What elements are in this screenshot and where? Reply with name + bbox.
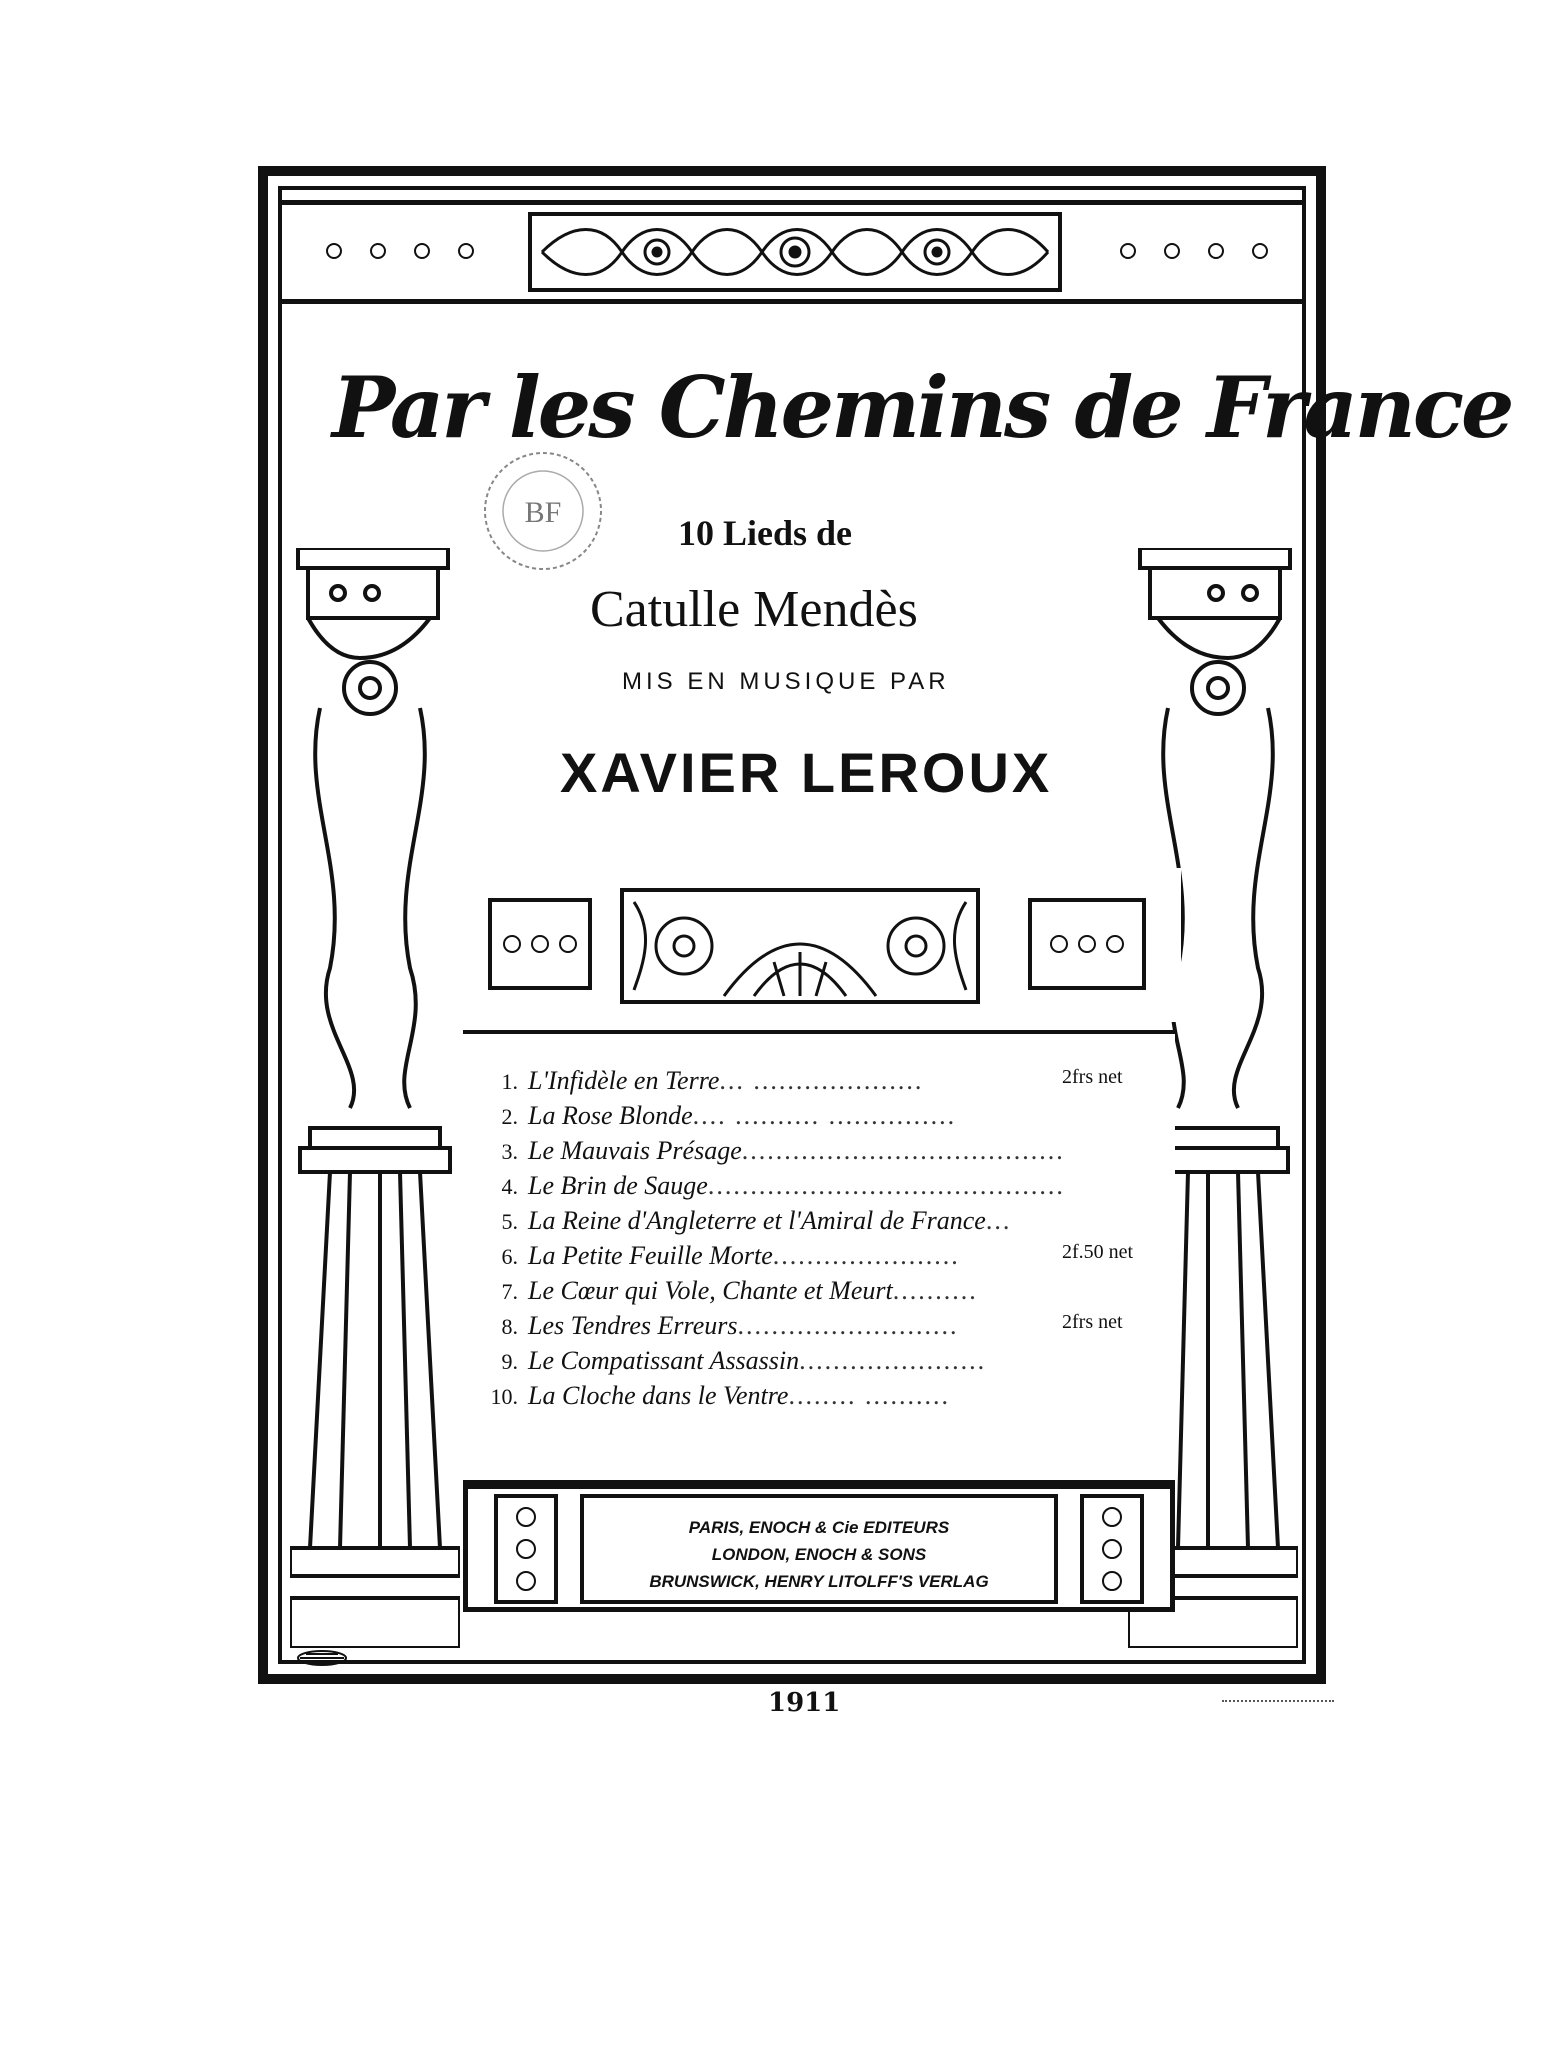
song-number: 6. xyxy=(501,1244,518,1269)
song-price: 2frs net xyxy=(1062,1066,1123,1088)
leader-dots: ...................................... xyxy=(741,1136,1065,1165)
svg-text:BF: BF xyxy=(524,496,562,529)
leader-dots: .......................... xyxy=(737,1311,959,1340)
publication-year: 1911 xyxy=(768,1688,841,1718)
publisher-info-box xyxy=(580,1494,1058,1604)
leader-dots: .......................................... xyxy=(707,1171,1065,1200)
list-item xyxy=(482,1171,1065,1205)
song-number: 4. xyxy=(501,1174,518,1199)
mid-right-dots-box xyxy=(1028,898,1146,990)
song-title: La Petite Feuille Morte xyxy=(528,1241,773,1270)
song-title: La Rose Blonde xyxy=(528,1101,693,1130)
list-item xyxy=(482,1381,950,1415)
list-item xyxy=(482,1101,956,1135)
song-number: 8. xyxy=(501,1314,518,1339)
publisher-left-dots xyxy=(494,1494,558,1604)
mis-en-musique-label: MIS EN MUSIQUE PAR xyxy=(622,668,950,695)
song-title: Le Brin de Sauge xyxy=(528,1171,708,1200)
list-item xyxy=(482,1276,978,1310)
mid-left-dots-box xyxy=(488,898,592,990)
list-item xyxy=(482,1311,1123,1345)
song-title: Le Compatissant Assassin xyxy=(528,1346,800,1375)
song-title: Le Mauvais Présage xyxy=(528,1136,742,1165)
subtitle: 10 Lieds de xyxy=(678,513,853,553)
composer-name: XAVIER LEROUX xyxy=(560,741,1053,804)
song-title: L'Infidèle en Terre xyxy=(528,1066,720,1095)
top-left-dots xyxy=(300,236,500,266)
leader-dots: ........ .......... xyxy=(788,1381,950,1410)
song-title: Les Tendres Erreurs xyxy=(528,1311,738,1340)
floral-frieze-icon xyxy=(532,216,1058,288)
leader-dots: ... xyxy=(985,1206,1012,1235)
song-price: 2f.50 net xyxy=(1062,1241,1134,1263)
list-item xyxy=(482,1066,1123,1100)
song-number: 2. xyxy=(501,1104,518,1129)
song-number: 9. xyxy=(501,1349,518,1374)
song-number: 5. xyxy=(501,1209,518,1234)
song-number: 10. xyxy=(490,1384,518,1409)
leader-dots: ... .................... xyxy=(719,1066,924,1095)
song-number: 7. xyxy=(501,1279,518,1304)
list-item xyxy=(482,1136,1065,1170)
floral-arch-icon xyxy=(624,892,976,1000)
publisher-right-dots xyxy=(1080,1494,1144,1604)
song-title: Le Cœur qui Vole, Chante et Meurt xyxy=(528,1276,893,1305)
list-item xyxy=(482,1206,1011,1240)
song-number: 1. xyxy=(501,1069,518,1094)
middle-ornament xyxy=(620,888,980,1004)
top-right-dots xyxy=(1084,236,1304,266)
list-item xyxy=(482,1346,986,1380)
list-item xyxy=(482,1241,1134,1275)
poet-name: Catulle Mendès xyxy=(590,581,918,638)
song-title: La Cloche dans le Ventre xyxy=(528,1381,789,1410)
publisher-line-london: LONDON, ENOCH & SONS xyxy=(711,1545,927,1564)
song-title: La Reine d'Angleterre et l'Amiral de France xyxy=(528,1206,986,1235)
leader-dots: .......... xyxy=(892,1276,978,1305)
leader-dots: .... .......... ............... xyxy=(692,1101,957,1130)
song-price: 2frs net xyxy=(1062,1311,1123,1333)
publisher-line-paris: PARIS, ENOCH & Cie EDITEURS xyxy=(688,1518,950,1537)
publisher-line-brunswick: BRUNSWICK, HENRY LITOLFF'S VERLAG xyxy=(649,1572,989,1591)
engraver-mark-icon xyxy=(292,1648,352,1668)
cover-title: Par les Chemins de France xyxy=(332,358,1512,457)
leader-dots: ...................... xyxy=(799,1346,987,1375)
left-column-illustration xyxy=(290,548,460,1648)
song-number: 3. xyxy=(501,1139,518,1164)
printer-fine-print xyxy=(1222,1700,1334,1705)
top-ornament-frieze xyxy=(528,212,1062,292)
leader-dots: ...................... xyxy=(772,1241,960,1270)
